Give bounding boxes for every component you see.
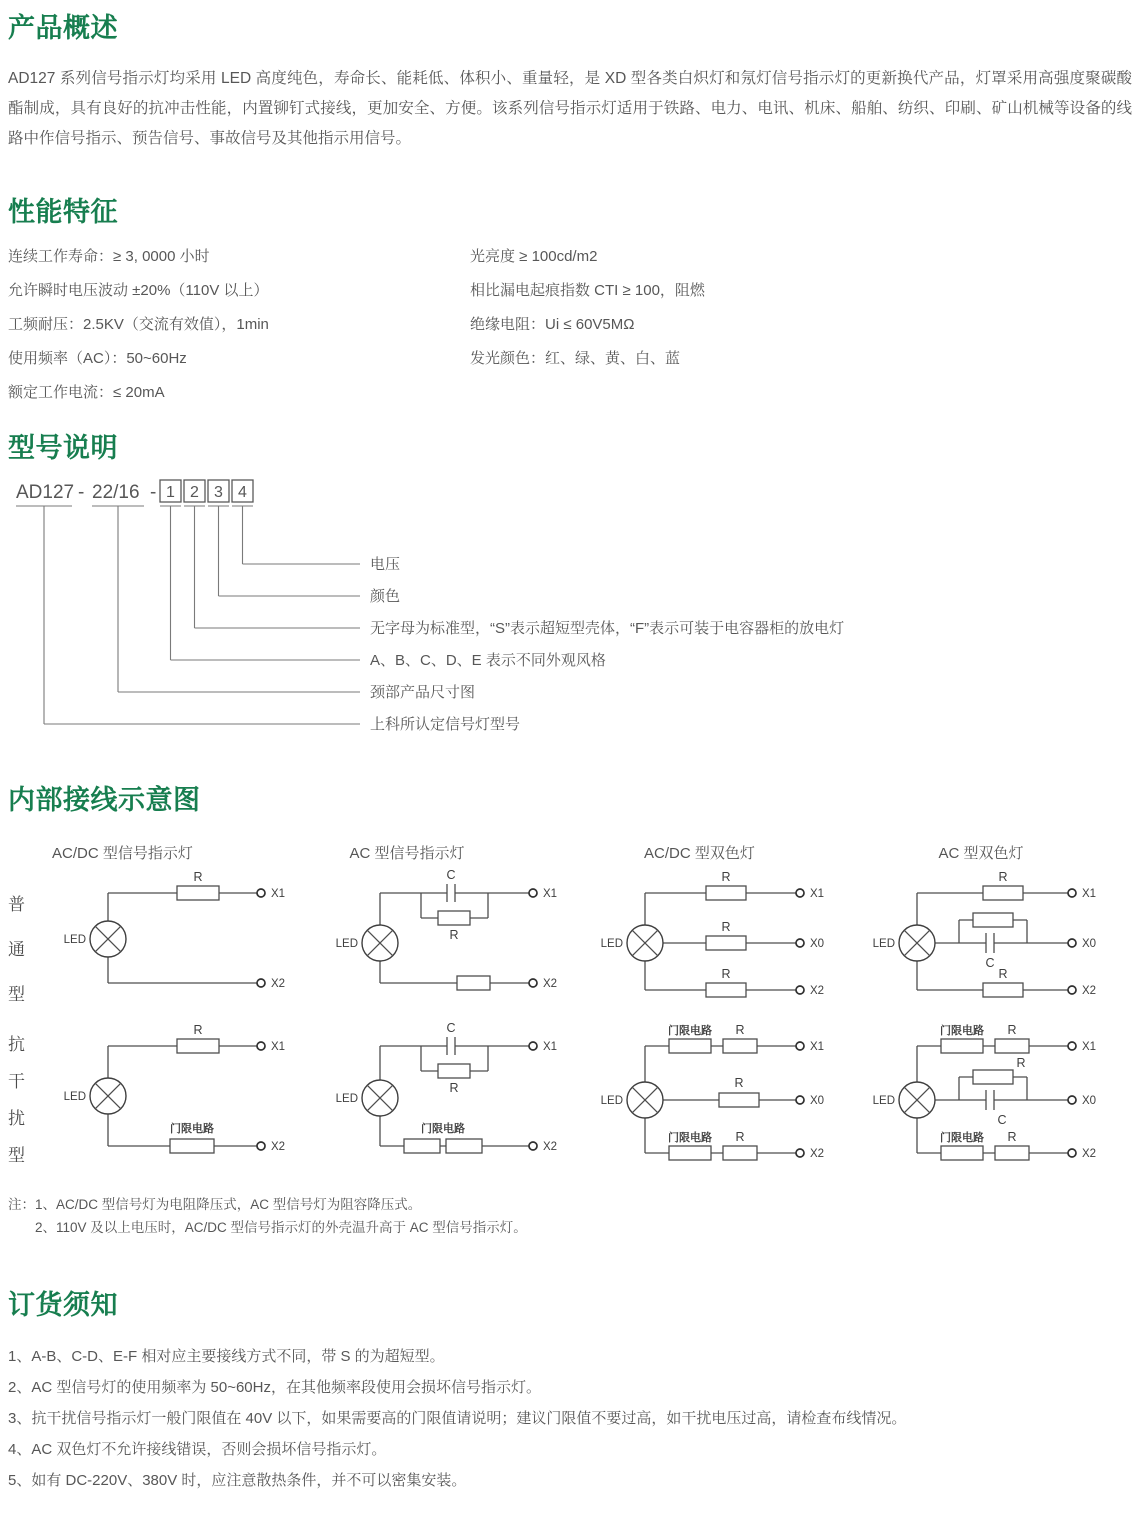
pin-label-x2: X2 bbox=[1081, 1148, 1096, 1160]
ordering-list bbox=[8, 1341, 1132, 1496]
led-label: LED bbox=[872, 1095, 895, 1107]
ordering-item: 1、A-B、C-D、E-F 相对应主要接线方式不同，带 S 的为超短型。 bbox=[8, 1348, 445, 1365]
spec-item: 相比漏电起痕指数 CTI ≥ 100，阻燃 bbox=[470, 282, 705, 299]
resistor-symbol bbox=[995, 1146, 1029, 1160]
gate-circuit-label: 门限电路 bbox=[420, 1123, 465, 1135]
wiring-column-title: AC/DC 型信号指示灯 bbox=[52, 845, 193, 862]
circuit-acdc-signal-anti bbox=[46, 1018, 317, 1183]
section-title-features: 性能特征 bbox=[8, 197, 118, 227]
gate-circuit-label: 门限电路 bbox=[939, 1025, 984, 1037]
resistor-label: R bbox=[735, 1130, 745, 1144]
resistor-label: R bbox=[448, 928, 459, 942]
terminal-x0 bbox=[796, 939, 804, 947]
resistor-symbol bbox=[706, 983, 746, 997]
spec-item: 绝缘电阻：Ui ≤ 60V5MΩ bbox=[470, 316, 635, 333]
spec-grid bbox=[8, 240, 1132, 410]
pin-label-x1: X1 bbox=[542, 1041, 557, 1053]
terminal-x1 bbox=[796, 889, 804, 897]
resistor-symbol bbox=[706, 936, 746, 950]
spec-item: 使用频率（AC）：50~60Hz bbox=[8, 350, 187, 367]
pin-label-x2: X2 bbox=[271, 1141, 286, 1153]
row-label-anti-interference: 抗干扰型 bbox=[8, 1035, 25, 1165]
terminal-x1 bbox=[1068, 889, 1076, 897]
gate-circuit-symbol bbox=[170, 1139, 214, 1153]
digit-1: 1 bbox=[166, 484, 175, 501]
gate-circuit-symbol bbox=[941, 1146, 983, 1160]
led-label: LED bbox=[600, 1095, 623, 1107]
pin-label-x1: X1 bbox=[542, 888, 557, 900]
digit-3: 3 bbox=[214, 484, 223, 501]
led-label: LED bbox=[63, 934, 86, 946]
digit-2: 2 bbox=[190, 484, 199, 501]
pin-label-x0: X0 bbox=[810, 1095, 825, 1107]
gate-circuit-symbol bbox=[941, 1039, 983, 1053]
gate-circuit-symbol bbox=[669, 1039, 711, 1053]
gate-circuit-label: 门限电路 bbox=[668, 1132, 712, 1144]
wiring-column-title: AC 型信号指示灯 bbox=[349, 845, 465, 862]
ordering-item: 5、如有 DC-220V、380V 时，应注意散热条件，并不可以密集安装。 bbox=[8, 1472, 467, 1489]
led-label: LED bbox=[872, 938, 895, 950]
resistor-label: R bbox=[997, 967, 1008, 981]
pin-label-x0: X0 bbox=[810, 938, 825, 950]
gate-circuit-symbol bbox=[404, 1139, 440, 1153]
terminal-x1 bbox=[529, 889, 537, 897]
wiring-note-line: 2、110V 及以上电压时，AC/DC 型信号指示灯的外壳温升高于 AC 型信号指示灯。 bbox=[35, 1220, 527, 1235]
capacitor-label: C bbox=[984, 956, 995, 970]
resistor-label: R bbox=[721, 870, 731, 884]
resistor-symbol bbox=[983, 983, 1023, 997]
model-prefix: AD127 bbox=[16, 482, 75, 503]
capacitor-label: C bbox=[996, 1113, 1007, 1127]
terminal-x0 bbox=[796, 1096, 804, 1104]
gate-circuit-symbol bbox=[446, 1139, 482, 1153]
wiring-note-line bbox=[8, 1193, 1132, 1216]
spec-column-right bbox=[470, 240, 1132, 410]
gate-circuit-label: 门限电路 bbox=[939, 1132, 984, 1144]
note-text: 1、AC/DC 型信号灯为电阻降压式，AC 型信号灯为阻容降压式。 bbox=[35, 1197, 422, 1212]
circuit-ac-signal-anti bbox=[318, 1018, 589, 1183]
spec-item: 发光颜色：红、绿、黄、白、蓝 bbox=[470, 350, 681, 367]
row-label-ordinary: 普通型 bbox=[8, 895, 25, 1004]
pin-label-x0: X0 bbox=[1081, 1095, 1096, 1107]
circuit-ac-bicolor-ordinary bbox=[861, 868, 1132, 1018]
pin-label-x1: X1 bbox=[1081, 1041, 1096, 1053]
circuit-ac-signal-ordinary bbox=[318, 868, 589, 1018]
section-title-ordering: 订货须知 bbox=[8, 1290, 118, 1320]
model-label-neck-size: 颈部产品尺寸图 bbox=[370, 684, 476, 701]
led-label: LED bbox=[600, 938, 623, 950]
terminal-x2 bbox=[1068, 1149, 1076, 1157]
pin-label-x2: X2 bbox=[1081, 985, 1096, 997]
grid-corner bbox=[8, 842, 46, 868]
resistor-symbol bbox=[719, 1093, 759, 1107]
resistor-symbol bbox=[723, 1146, 757, 1160]
terminal-x2 bbox=[529, 979, 537, 987]
terminal-x2 bbox=[529, 1142, 537, 1150]
resistor-label: R bbox=[721, 967, 731, 981]
pin-label-x1: X1 bbox=[271, 1041, 286, 1053]
dash: - bbox=[78, 482, 85, 503]
section-title-wiring: 内部接线示意图 bbox=[8, 785, 201, 815]
dash: - bbox=[150, 482, 157, 503]
terminal-x1 bbox=[796, 1042, 804, 1050]
resistor-symbol bbox=[177, 886, 219, 900]
capacitor-label: C bbox=[445, 1021, 456, 1035]
datasheet-page bbox=[0, 12, 1140, 1496]
resistor-symbol bbox=[983, 886, 1023, 900]
circuit-acdc-signal-ordinary bbox=[46, 868, 317, 1018]
spec-item: 光亮度 ≥ 100cd/m2 bbox=[470, 248, 598, 265]
resistor-label: R bbox=[735, 1023, 745, 1037]
spec-column-left bbox=[8, 240, 470, 410]
resistor-symbol bbox=[995, 1039, 1029, 1053]
leader-horizontals bbox=[44, 564, 360, 724]
resistor-symbol bbox=[706, 886, 746, 900]
model-code-diagram bbox=[8, 476, 1132, 748]
resistor-label: R bbox=[448, 1081, 459, 1095]
spec-item: 工频耐压：2.5KV（交流有效值），1min bbox=[8, 316, 269, 333]
model-label-shell-type: 无字母为标准型，“S”表示超短型壳体，“F”表示可装于电容器柜的放电灯 bbox=[370, 620, 845, 637]
resistor-label: R bbox=[193, 870, 203, 884]
terminal-x2 bbox=[257, 979, 265, 987]
section-performance-features bbox=[8, 196, 1132, 410]
section-ordering-notes bbox=[8, 1289, 1132, 1496]
pin-label-x2: X2 bbox=[542, 978, 557, 990]
wiring-notes bbox=[8, 1193, 1132, 1239]
resistor-label: R bbox=[721, 920, 731, 934]
gate-circuit-symbol bbox=[669, 1146, 711, 1160]
terminal-x2 bbox=[257, 1142, 265, 1150]
capacitor-label: C bbox=[445, 868, 456, 882]
ordering-item: 4、AC 双色灯不允许接线错误，否则会损坏信号指示灯。 bbox=[8, 1441, 387, 1458]
pin-label-x2: X2 bbox=[810, 1148, 825, 1160]
section-wiring-diagrams bbox=[8, 784, 1132, 1239]
resistor-symbol bbox=[438, 1064, 470, 1078]
ordering-item: 3、抗干扰信号指示灯一般门限值在 40V 以下，如果需要高的门限值请说明；建议门限值不要过高，如干扰电压过高，请检查布线情况。 bbox=[8, 1410, 907, 1427]
wiring-column-title: AC 型双色灯 bbox=[938, 845, 1024, 862]
pin-label-x2: X2 bbox=[271, 978, 286, 990]
resistor-label: R bbox=[1006, 1023, 1017, 1037]
wiring-diagram-grid bbox=[8, 842, 1132, 1183]
resistor-label: R bbox=[734, 1076, 744, 1090]
terminal-x1 bbox=[1068, 1042, 1076, 1050]
led-label: LED bbox=[335, 1093, 358, 1105]
resistor-symbol bbox=[457, 976, 490, 990]
model-size-code: 22/16 bbox=[92, 482, 140, 503]
spec-item: 额定工作电流：≤ 20mA bbox=[8, 384, 165, 401]
resistor-symbol bbox=[438, 911, 470, 925]
pin-label-x1: X1 bbox=[271, 888, 286, 900]
ordering-item: 2、AC 型信号灯的使用频率为 50~60Hz，在其他频率段使用会损坏信号指示灯。 bbox=[8, 1379, 541, 1396]
pin-label-x1: X1 bbox=[810, 1041, 825, 1053]
model-label-style: A、B、C、D、E 表示不同外观风格 bbox=[370, 652, 606, 669]
terminal-x2 bbox=[796, 986, 804, 994]
leader-verticals bbox=[44, 506, 243, 724]
resistor-label: R bbox=[1006, 1130, 1017, 1144]
note-prefix: 注： bbox=[8, 1197, 35, 1212]
digit-4: 4 bbox=[238, 484, 247, 501]
resistor-label: R bbox=[193, 1023, 203, 1037]
resistor-symbol bbox=[973, 913, 1013, 927]
terminal-x0 bbox=[1068, 939, 1076, 947]
spec-item: 连续工作寿命：≥ 3, 0000 小时 bbox=[8, 248, 210, 265]
terminal-x1 bbox=[257, 889, 265, 897]
terminal-x2 bbox=[796, 1149, 804, 1157]
section-product-overview bbox=[8, 12, 1132, 154]
resistor-label: R bbox=[997, 870, 1008, 884]
led-label: LED bbox=[63, 1091, 86, 1103]
section-title-model: 型号说明 bbox=[8, 433, 118, 463]
resistor-symbol bbox=[177, 1039, 219, 1053]
circuit-acdc-bicolor-anti bbox=[589, 1018, 860, 1183]
terminal-x2 bbox=[1068, 986, 1076, 994]
pin-label-x2: X2 bbox=[542, 1141, 557, 1153]
section-model-designation bbox=[8, 432, 1132, 748]
wiring-column-title: AC/DC 型双色灯 bbox=[644, 845, 755, 862]
led-label: LED bbox=[335, 938, 358, 950]
pin-label-x1: X1 bbox=[1081, 888, 1096, 900]
resistor-symbol bbox=[973, 1070, 1013, 1084]
circuit-ac-bicolor-anti bbox=[861, 1018, 1132, 1183]
model-label-series: 上科所认定信号灯型号 bbox=[370, 716, 521, 733]
pin-label-x2: X2 bbox=[810, 985, 825, 997]
pin-label-x1: X1 bbox=[810, 888, 825, 900]
gate-circuit-label: 门限电路 bbox=[668, 1025, 712, 1037]
resistor-symbol bbox=[723, 1039, 757, 1053]
circuit-acdc-bicolor-ordinary bbox=[589, 868, 860, 1018]
resistor-label: R bbox=[1015, 1056, 1026, 1070]
overview-paragraph: AD127 系列信号指示灯均采用 LED 高度纯色，寿命长、能耗低、体积小、重量轻，是 XD 型各类白炽灯和氖灯信号指示灯的更新换代产品，灯罩采用高强度聚碳酸酯制成，具有良好的抗冲击性能，内置铆钉式接线，更加安全、方便。该系列信号指示灯适用于铁路、电力、电讯、机床、船舶、纺织、印刷、矿山机械等设备的线路中作信号指示、预告信号、事故信号及其他指示用信号。 bbox=[8, 70, 1132, 147]
terminal-x1 bbox=[529, 1042, 537, 1050]
pin-label-x0: X0 bbox=[1081, 938, 1096, 950]
model-label-voltage: 电压 bbox=[370, 556, 401, 573]
terminal-x1 bbox=[257, 1042, 265, 1050]
spec-item: 允许瞬时电压波动 ±20%（110V 以上） bbox=[8, 282, 269, 299]
terminal-x0 bbox=[1068, 1096, 1076, 1104]
section-title-overview: 产品概述 bbox=[8, 13, 118, 43]
model-label-color: 颜色 bbox=[370, 588, 401, 605]
gate-circuit-label: 门限电路 bbox=[170, 1123, 214, 1135]
